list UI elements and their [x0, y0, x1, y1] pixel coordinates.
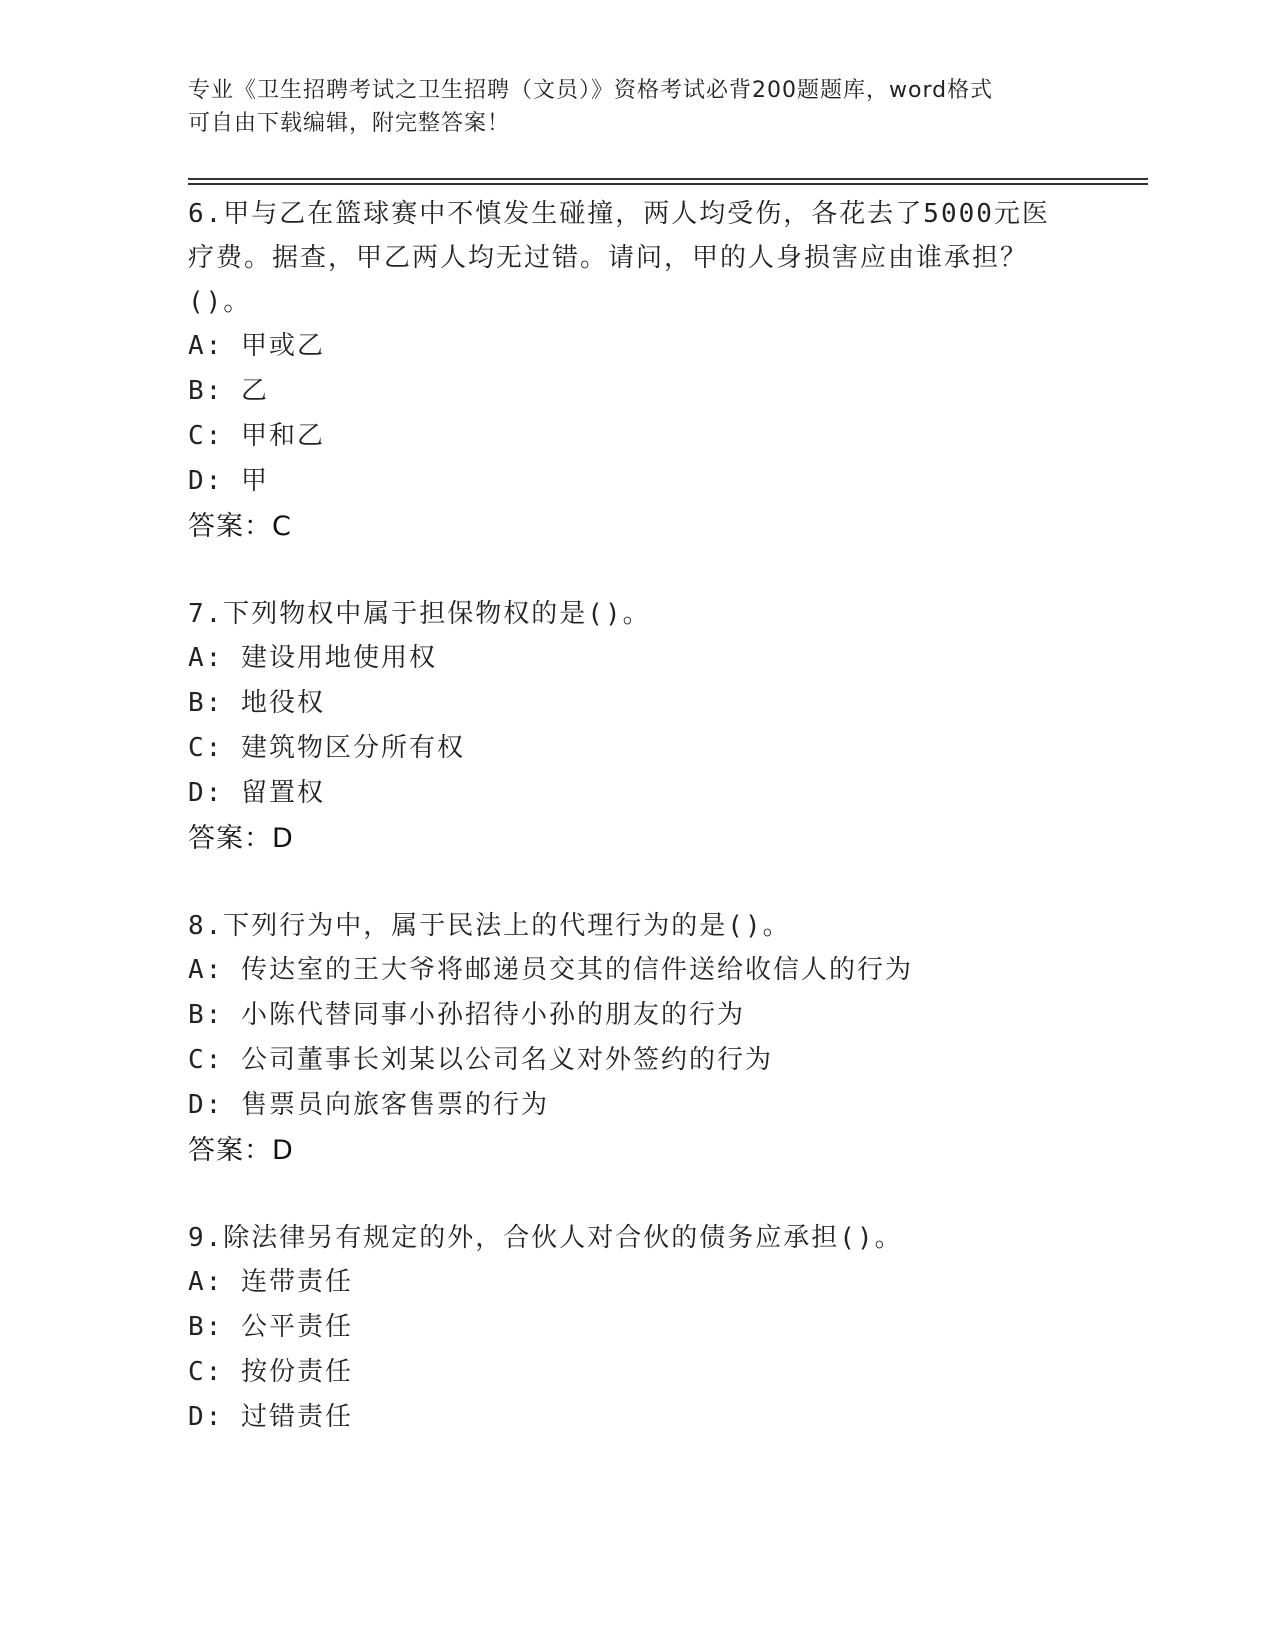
- question-6: [188, 192, 1088, 550]
- question-list: [188, 192, 1088, 1440]
- question-stem-line: 6.甲与乙在篮球赛中不慎发生碰撞，两人均受伤，各花去了5000元医: [188, 199, 1050, 229]
- question-spacer: [188, 1174, 1088, 1216]
- question-stem-line: 疗费。据查，甲乙两人均无过错。请问，甲的人身损害应由谁承担？: [188, 243, 1029, 273]
- option-d: D: 过错责任: [188, 1402, 353, 1432]
- header-line-1: 专业《卫生招聘考试之卫生招聘（文员）》资格考试必背200题题库，word格式: [188, 78, 994, 103]
- header-divider-bottom: [188, 183, 1148, 185]
- header-line-2: 可自由下载编辑，附完整答案！: [188, 111, 511, 136]
- option-b: B: 公平责任: [188, 1312, 353, 1342]
- question-spacer: [188, 550, 1088, 592]
- option-c: C: 公司董事长刘某以公司名义对外签约的行为: [188, 1045, 773, 1075]
- question-7: [188, 592, 1088, 862]
- option-a: A: 建设用地使用权: [188, 643, 437, 673]
- option-d: D: 留置权: [188, 778, 325, 808]
- answer-label: 答案：C: [188, 511, 292, 542]
- option-a: A: 传达室的王大爷将邮递员交其的信件送给收信人的行为: [188, 955, 913, 985]
- question-9: [188, 1216, 1088, 1440]
- question-stem-line: ()。: [188, 287, 252, 317]
- answer-label: 答案：D: [188, 823, 294, 854]
- option-b: B: 小陈代替同事小孙招待小孙的朋友的行为: [188, 1000, 745, 1030]
- option-d: D: 甲: [188, 466, 269, 496]
- option-a: A: 甲或乙: [188, 331, 325, 361]
- option-c: C: 甲和乙: [188, 421, 325, 451]
- option-a: A: 连带责任: [188, 1267, 353, 1297]
- option-b: B: 乙: [188, 376, 269, 406]
- question-spacer: [188, 862, 1088, 904]
- answer-label: 答案：D: [188, 1135, 294, 1166]
- option-c: C: 按份责任: [188, 1357, 353, 1387]
- option-d: D: 售票员向旅客售票的行为: [188, 1090, 549, 1120]
- question-stem-line: 9.除法律另有规定的外，合伙人对合伙的债务应承担()。: [188, 1223, 903, 1253]
- question-8: [188, 904, 1088, 1174]
- option-c: C: 建筑物区分所有权: [188, 733, 465, 763]
- option-b: B: 地役权: [188, 688, 325, 718]
- document-header: [188, 74, 1068, 140]
- question-stem-line: 8.下列行为中，属于民法上的代理行为的是()。: [188, 911, 791, 941]
- question-stem-line: 7.下列物权中属于担保物权的是()。: [188, 599, 651, 629]
- header-divider-top: [188, 178, 1148, 180]
